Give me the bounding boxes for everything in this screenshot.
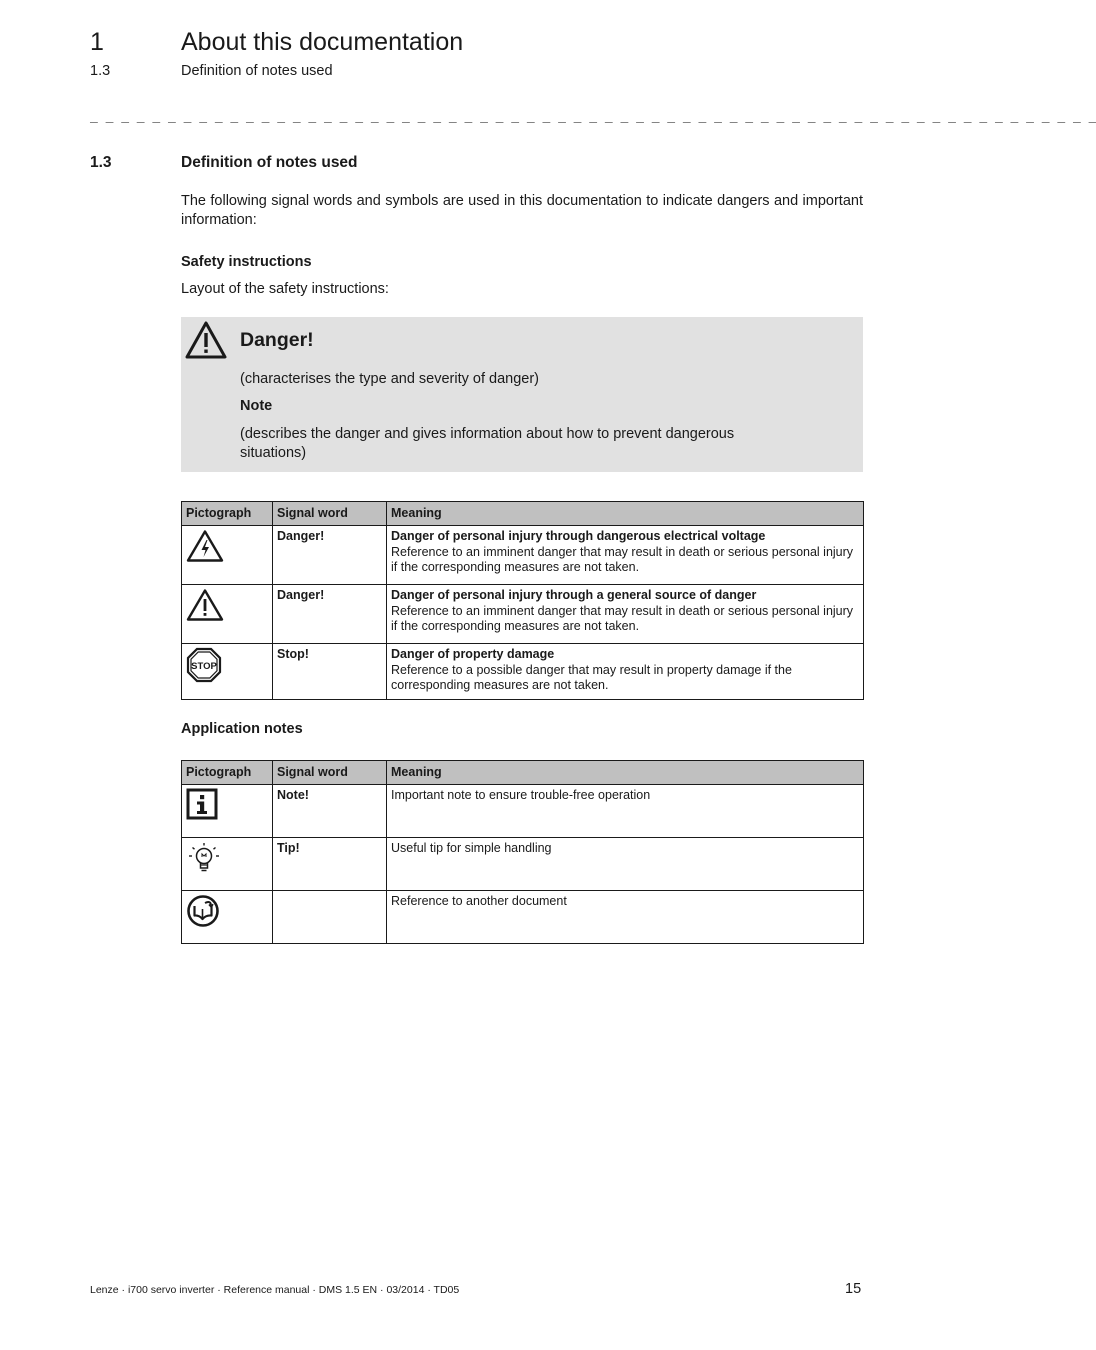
table-row <box>182 785 864 838</box>
signal-word-cell: Tip! <box>273 838 387 891</box>
danger-type-text: (characterises the type and severity of danger) <box>240 371 540 387</box>
meaning-text: Reference to a possible danger that may result in property damage if the corresponding measures are not taken. <box>391 662 792 692</box>
meaning-cell <box>387 585 864 644</box>
signal-word-cell: Danger! <box>273 585 387 644</box>
col-header-pictograph: Pictograph <box>182 502 273 526</box>
table-row <box>182 838 864 891</box>
section-number: 1.3 <box>90 154 112 171</box>
col-header-signal-word: Signal word <box>273 761 387 785</box>
safety-layout-text: Layout of the safety instructions: <box>181 281 389 297</box>
meaning-title: Danger of property damage <box>391 647 555 661</box>
header-section-title: Definition of notes used <box>181 63 333 79</box>
meaning-title: Danger of personal injury through a general source of danger <box>391 588 757 602</box>
meaning-title: Danger of personal injury through dangerous electrical voltage <box>391 529 766 543</box>
meaning-cell <box>387 644 864 700</box>
col-header-pictograph: Pictograph <box>182 761 273 785</box>
footer-text: Lenze · i700 servo inverter · Reference manual · DMS 1.5 EN · 03/2014 · TD05 <box>90 1284 460 1296</box>
col-header-meaning: Meaning <box>387 761 864 785</box>
header-section-number: 1.3 <box>90 63 111 79</box>
meaning-text: Reference to an imminent danger that may result in death or serious personal injury if the corresponding measures are not taken. <box>391 603 854 633</box>
table-row <box>182 526 864 585</box>
pictograph-cell <box>182 585 273 644</box>
electrical-voltage-warning-icon <box>186 529 224 563</box>
col-header-meaning: Meaning <box>387 502 864 526</box>
header-separator: _ _ _ _ _ _ _ _ _ _ _ _ _ _ _ _ _ _ _ _ _ _ _ _ _ _ _ _ _ _ _ _ _ _ _ _ _ _ _ _ _ _ _ _ _ _ _ _ _ _ _ _ _ _ _ _ _ _ _ _ _ _ _ _ _ <box>90 110 1096 125</box>
signal-word-cell: Danger! <box>273 526 387 585</box>
info-icon <box>186 788 218 820</box>
danger-title: Danger! <box>240 329 314 351</box>
safety-instructions-heading: Safety instructions <box>181 254 312 270</box>
table-row <box>182 891 864 944</box>
chapter-title: About this documentation <box>181 28 464 56</box>
meaning-cell: Reference to another document <box>387 891 864 944</box>
meaning-cell: Important note to ensure trouble-free operation <box>387 785 864 838</box>
warning-triangle-icon <box>185 320 227 360</box>
pictograph-cell <box>182 526 273 585</box>
table-header-row <box>182 502 864 526</box>
chapter-number: 1 <box>90 28 104 56</box>
document-reference-icon <box>186 894 220 928</box>
lightbulb-icon <box>186 841 222 877</box>
signal-word-cell: Note! <box>273 785 387 838</box>
table-row <box>182 644 864 700</box>
table-header-row <box>182 761 864 785</box>
meaning-text: Reference to an imminent danger that may result in death or serious personal injury if the corresponding measures are not taken. <box>391 544 854 574</box>
meaning-cell <box>387 526 864 585</box>
pictograph-cell <box>182 838 273 891</box>
col-header-signal-word: Signal word <box>273 502 387 526</box>
signal-word-cell <box>273 891 387 944</box>
application-table <box>181 760 864 944</box>
pictograph-cell <box>182 785 273 838</box>
pictograph-cell <box>182 644 273 700</box>
danger-description: (describes the danger and gives information about how to prevent dangerous situations) <box>240 426 735 461</box>
safety-table <box>181 501 864 700</box>
application-notes-heading: Application notes <box>181 721 303 737</box>
section-title: Definition of notes used <box>181 154 358 171</box>
signal-word-cell: Stop! <box>273 644 387 700</box>
stop-sign-text: STOP <box>191 661 217 672</box>
table-row <box>182 585 864 644</box>
page-number: 15 <box>845 1281 862 1297</box>
general-warning-icon <box>186 588 224 622</box>
pictograph-cell <box>182 891 273 944</box>
intro-paragraph: The following signal words and symbols are used in this documentation to indicate dangers and important information: <box>181 193 863 228</box>
meaning-cell: Useful tip for simple handling <box>387 838 864 891</box>
danger-note-label: Note <box>240 398 273 414</box>
stop-sign-icon <box>186 647 222 683</box>
danger-box <box>181 317 863 472</box>
